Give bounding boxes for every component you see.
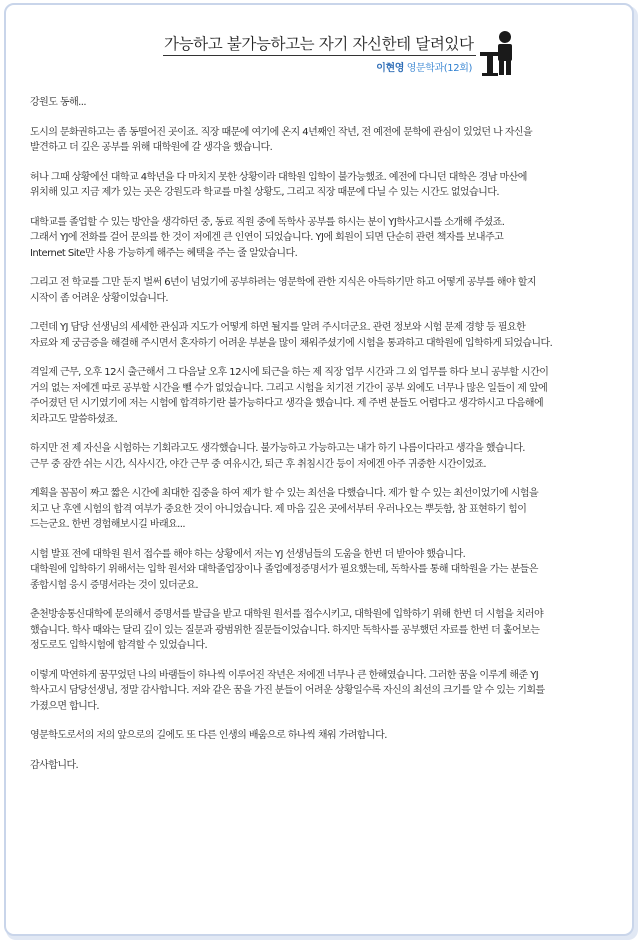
paragraph: 춘천방송통신대학에 문의해서 증명서를 발급을 받고 대학원 원서를 접수시키고, 대학원에 입학하기 위해 한번 더 시험을 치러야 했습니다. 학사 때와는 달리 깊이 있는 질문과 광범위한 질문들이었습니다. 하지만 독학사를 공부했던 자료를 한번 더 훑어보는 정도로도 입학시험에 합격할 수 있었습니다. xyxy=(30,609,544,651)
paragraph: 강원도 동해... xyxy=(30,97,87,108)
article-body xyxy=(30,95,630,773)
paragraph: 그리고 전 학교를 그만 둔지 벌써 6년이 넘었기에 공부하려는 영문학에 관한 지식은 아득하기만 하고 어떻게 공부를 해야 할지 시작이 좀 어려운 상황이었습니다. xyxy=(30,277,537,304)
paragraph: 격일제 근무, 오후 12시 출근해서 그 다음날 오후 12시에 퇴근을 하는 제 직장 업무 시간과 그 외 업무를 하다 보니 공부할 시간이 거의 없는 저에겐 따로 공부할 시간을 뺄 수가 없었습니다. 그리고 시험을 치기전 기간이 공부 외에도 너무나 많은 일들이 제 앞에 주어졌던 던 시기였기에 저는 시험에 합격하기란 불가능하다고 생각을 했습니다. 제 주변 분들도 어렵다고 생각하시고 다음해에 치라고도 말씀하셨죠. xyxy=(30,367,549,425)
paragraph: 그런데 YJ 담당 선생님의 세세한 관심과 지도가 어떻게 하면 될지를 알려 주시더군요. 관련 정보와 시험 문제 경향 등 필요한 자료와 제 궁금증을 해결해 주시면서 혼자하기 어려운 부분을 많이 채워주셨기에 시험을 통과하고 대학원에 입학하게 되었습니다. xyxy=(30,322,553,349)
article-title: 가능하고 불가능하고는 자기 자신한테 달려있다 xyxy=(164,35,474,53)
author-name: 이현영 xyxy=(376,63,404,74)
paragraph: 허나 그때 상황에선 대학교 4학년을 다 마치지 못한 상황이라 대학원 입학이 불가능했죠. 예전에 다니던 대학은 경남 마산에 위치해 있고 지금 제가 있는 곳은 강원도라 학교를 마칠 상황도, 그리고 직장 때문에 다닐 수 있는 시간도 없었습니다. xyxy=(30,171,527,198)
paragraph: 이렇게 막연하게 꿈꾸었던 나의 바램들이 하나씩 이루어진 작년은 저에겐 너무나 큰 한해였습니다. 그러한 꿈을 이루게 해준 YJ 학사고시 담당선생님, 정말 감사합니다. 저와 같은 꿈을 가진 분들이 어려운 상황일수록 자신의 최선의 크기를 알 수 있는 기회를 가졌으면 합니다. xyxy=(30,669,545,712)
paragraph: 하지만 전 제 자신을 시험하는 기회라고도 생각했습니다. 불가능하고 가능하고는 내가 하기 나름이다라고 생각을 했습니다. 근무 중 잠깐 쉬는 시간, 식사시간, 야간 근무 중 여유시간, 퇴근 후 취침시간 등이 저에겐 아주 귀중한 시간이었죠. xyxy=(30,443,525,470)
author-line xyxy=(6,59,472,74)
testimonial-card xyxy=(4,3,634,936)
paragraph: 시험 발표 전에 대학원 원서 접수를 해야 하는 상황에서 저는 YJ 선생님들의 도움을 한번 더 받아야 했습니다. 대학원에 입학하기 위해서는 입학 원서와 대학졸업장이나 졸업예정증명서가 필요했는데, 독학사를 통해 대학원을 가는 분들은 종합시험 응시 증명서라는 것이 있더군요. xyxy=(30,548,538,591)
paragraph: 감사합니다. xyxy=(30,759,79,771)
author-department: 영문학과(12회) xyxy=(406,63,472,74)
paragraph: 영문학도로서의 저의 앞으로의 길에도 또 다른 인생의 배움으로 하나씩 채워 가려합니다. xyxy=(30,730,387,741)
person-at-podium-icon xyxy=(478,30,522,76)
paragraph: 도시의 문화권하고는 좀 동떨어진 곳이죠. 직장 때문에 여기에 온지 4년째인 작년, 전 예전에 문학에 관심이 있었던 나 자신을 발견하고 더 깊은 공부를 위해 대학원에 갈 생각을 했습니다. xyxy=(30,126,533,153)
article-header xyxy=(6,5,632,79)
paragraph: 대학교를 졸업할 수 있는 방안을 생각하던 중, 동료 직원 중에 독학사 공부를 하시는 분이 YJ학사고시를 소개해 주셨죠. 그래서 YJ에 전화를 걸어 문의를 한 것이 저에겐 큰 인연이 되었습니다. YJ에 회원이 되면 단순히 관련 책자를 보내주고 Internet Site만 사용 가능하게 해주는 혜택을 주는 줄 알았습니다. xyxy=(30,216,505,259)
title-underline xyxy=(163,55,476,56)
paragraph: 계획을 꼼꼼이 짜고 짧은 시간에 최대한 집중을 하여 제가 할 수 있는 최선을 다했습니다. 제가 할 수 있는 최선이었기에 시험을 치고 난 후엔 시험의 합격 여부가 중요한 것이 아니었습니다. 제 마음 깊은 곳에서부터 우러나오는 뿌듯함, 참 표현하기 힘이 드는군요. 한번 경험해보시길 바래요... xyxy=(30,488,539,530)
